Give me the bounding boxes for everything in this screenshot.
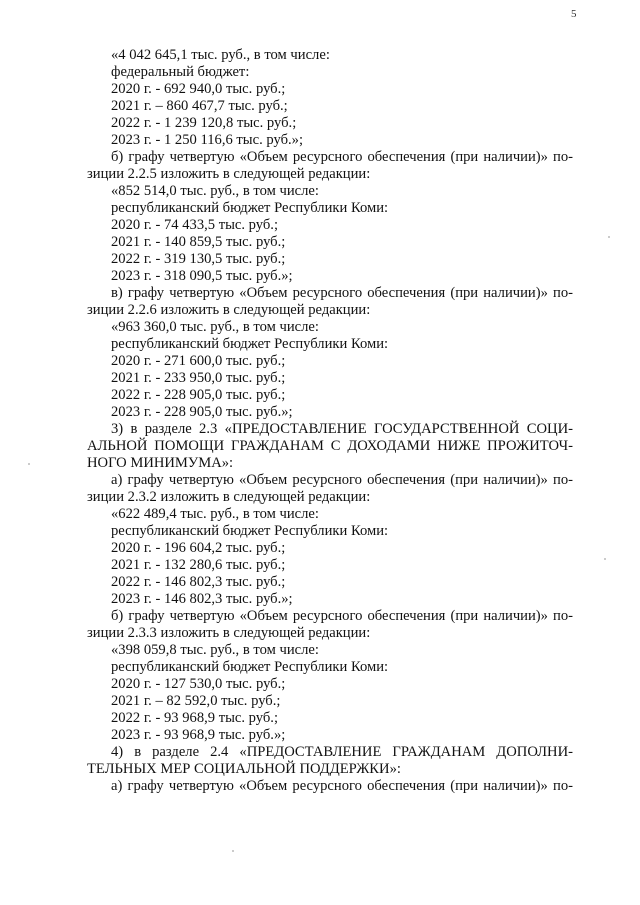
text-line: зиции 2.3.2 изложить в следующей редакции:	[87, 489, 371, 505]
text-line: 2021 г. – 82 592,0 тыс. руб.;	[111, 693, 281, 709]
text-line: б) графу четвертую «Объем ресурсного обеспечения (при наличии)» по-	[111, 149, 573, 165]
text-line: 2021 г. – 860 467,7 тыс. руб.;	[111, 98, 288, 114]
text-line: «963 360,0 тыс. руб., в том числе:	[111, 319, 319, 335]
text-line: 2022 г. - 1 239 120,8 тыс. руб.;	[111, 115, 297, 131]
text-line: 2021 г. - 233 950,0 тыс. руб.;	[111, 370, 286, 386]
text-line: зиции 2.2.6 изложить в следующей редакции:	[87, 302, 371, 318]
text-line: республиканский бюджет Республики Коми:	[111, 336, 389, 352]
text-line: 2020 г. - 271 600,0 тыс. руб.;	[111, 353, 286, 369]
text-line: б) графу четвертую «Объем ресурсного обеспечения (при наличии)» по-	[111, 608, 573, 624]
text-line: 2020 г. - 196 604,2 тыс. руб.;	[111, 540, 286, 556]
text-line: «4 042 645,1 тыс. руб., в том числе:	[111, 47, 330, 63]
text-line: 2022 г. - 319 130,5 тыс. руб.;	[111, 251, 286, 267]
text-line: 2023 г. - 146 802,3 тыс. руб.»;	[111, 591, 293, 607]
text-line: 2022 г. - 146 802,3 тыс. руб.;	[111, 574, 286, 590]
scan-speck	[608, 236, 610, 238]
text-line: «852 514,0 тыс. руб., в том числе:	[111, 183, 319, 199]
text-line: 2023 г. - 228 905,0 тыс. руб.»;	[111, 404, 293, 420]
section-heading-line: АЛЬНОЙ ПОМОЩИ ГРАЖДАНАМ С ДОХОДАМИ НИЖЕ ПРОЖИТОЧ-	[87, 438, 573, 454]
text-line: федеральный бюджет:	[111, 64, 250, 80]
text-line: 2021 г. - 132 280,6 тыс. руб.;	[111, 557, 286, 573]
section-heading-line: 4) в разделе 2.4 «ПРЕДОСТАВЛЕНИЕ ГРАЖДАНАМ ДОПОЛНИ-	[111, 744, 573, 760]
text-line: 2023 г. - 93 968,9 тыс. руб.»;	[111, 727, 286, 743]
section-heading-line: 3) в разделе 2.3 «ПРЕДОСТАВЛЕНИЕ ГОСУДАРСТВЕННОЙ СОЦИ-	[111, 421, 573, 437]
section-heading-line: НОГО МИНИМУМА»:	[87, 455, 234, 471]
text-line: 2020 г. - 74 433,5 тыс. руб.;	[111, 217, 279, 233]
document-body	[87, 47, 573, 795]
text-line: в) графу четвертую «Объем ресурсного обеспечения (при наличии)» по-	[111, 285, 573, 301]
scan-speck	[604, 558, 606, 560]
text-line: 2020 г. - 692 940,0 тыс. руб.;	[111, 81, 286, 97]
text-line: 2023 г. - 1 250 116,6 тыс. руб.»;	[111, 132, 303, 148]
text-line: «398 059,8 тыс. руб., в том числе:	[111, 642, 319, 658]
scan-speck	[232, 850, 234, 852]
text-line: зиции 2.3.3 изложить в следующей редакции:	[87, 625, 371, 641]
text-line: а) графу четвертую «Объем ресурсного обеспечения (при наличии)» по-	[111, 778, 573, 794]
page-number: 5	[571, 8, 577, 20]
text-line: республиканский бюджет Республики Коми:	[111, 659, 389, 675]
text-line: зиции 2.2.5 изложить в следующей редакции:	[87, 166, 371, 182]
text-line: республиканский бюджет Республики Коми:	[111, 523, 389, 539]
text-line: «622 489,4 тыс. руб., в том числе:	[111, 506, 319, 522]
text-line: 2023 г. - 318 090,5 тыс. руб.»;	[111, 268, 293, 284]
scan-speck	[28, 463, 30, 465]
text-line: 2020 г. - 127 530,0 тыс. руб.;	[111, 676, 286, 692]
text-line: 2022 г. - 93 968,9 тыс. руб.;	[111, 710, 279, 726]
text-line: республиканский бюджет Республики Коми:	[111, 200, 389, 216]
text-line: 2022 г. - 228 905,0 тыс. руб.;	[111, 387, 286, 403]
section-heading-line: ТЕЛЬНЫХ МЕР СОЦИАЛЬНОЙ ПОДДЕРЖКИ»:	[87, 761, 401, 777]
text-line: 2021 г. - 140 859,5 тыс. руб.;	[111, 234, 286, 250]
text-line: а) графу четвертую «Объем ресурсного обеспечения (при наличии)» по-	[111, 472, 573, 488]
